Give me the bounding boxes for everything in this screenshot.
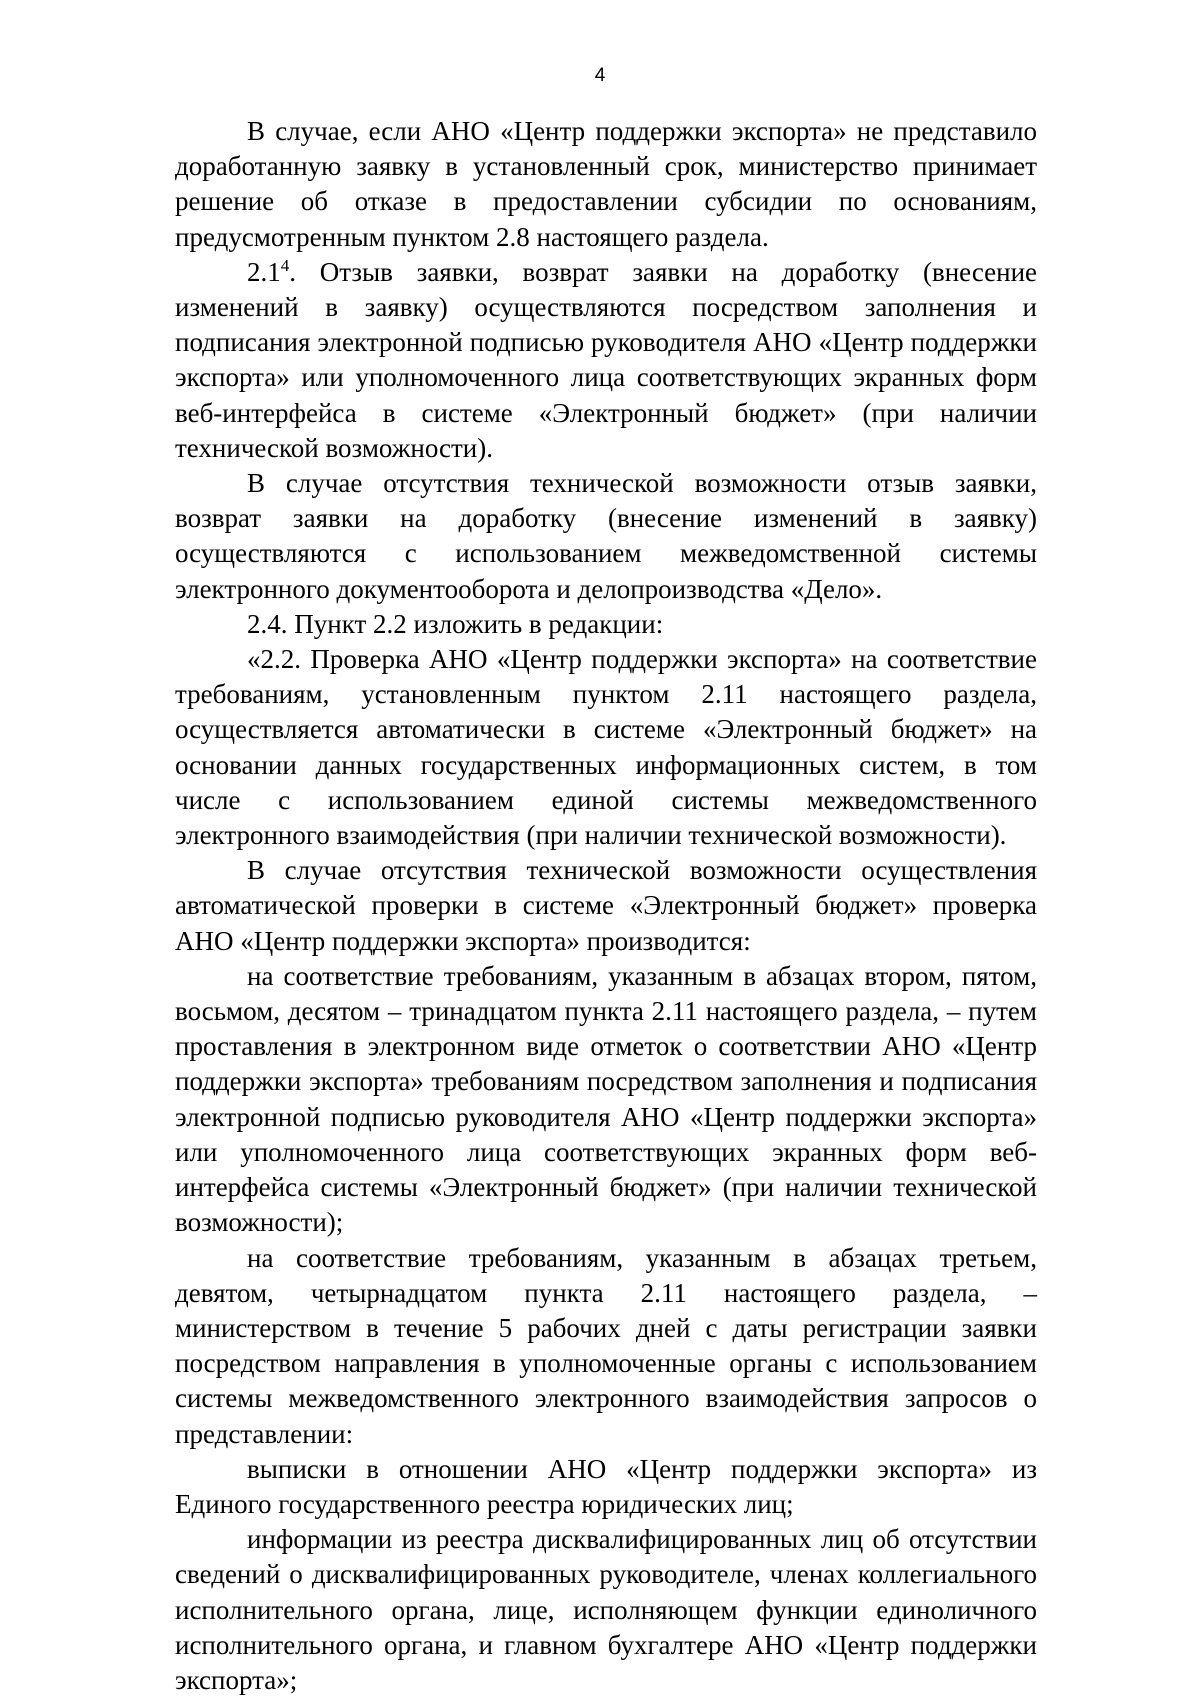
clause-number: 2.1	[247, 256, 281, 287]
paragraph-4: 2.4. Пункт 2.2 изложить в редакции:	[247, 608, 664, 639]
paragraph-2-text: . Отзыв заявки, возврат заявки на доработку (внесение изменений в заявку) осуществляются посредством заполнения и подписания электронной подписью руководителя АНО «Центр поддержки экспорта» или уполномоченного лица соответствующих экранных форм веб-интерфейса в системе «Электронный бюджет» (при наличии технической возможности).	[175, 256, 1037, 463]
clause-superscript: 4	[280, 255, 290, 275]
document-body	[175, 114, 1037, 1698]
paragraph-6: В случае отсутствия технической возможности осуществления автоматической проверки в системе «Электронный бюджет» проверка АНО «Центр поддержки экспорта» производится:	[175, 855, 1037, 956]
paragraph-3: В случае отсутствия технической возможности отзыв заявки, возврат заявки на доработку (внесение изменений в заявку) осуществляются с использованием межведомственной системы электронного документооборота и делопроизводства «Дело».	[175, 468, 1037, 604]
paragraph-9: выписки в отношении АНО «Центр поддержки экспорта» из Единого государственного реестра юридических лиц;	[175, 1453, 1037, 1519]
paragraph-5: «2.2. Проверка АНО «Центр поддержки экспорта» на соответствие требованиям, установленным пунктом 2.11 настоящего раздела, осуществляется автоматически в системе «Электронный бюджет» на основании данных государственных информационных систем, в том числе с использованием единой системы межведомственного электронного взаимодействия (при наличии технической возможности).	[175, 644, 1037, 851]
paragraph-10: информации из реестра дисквалифицированных лиц об отсутствии сведений о дисквалифицированных руководителе, членах коллегиального исполнительного органа, лице, исполняющем функции единоличного исполнительного органа, и главном бухгалтере АНО «Центр поддержки экспорта»;	[175, 1524, 1037, 1695]
page-number: 4	[594, 65, 606, 86]
paragraph-2	[175, 255, 1037, 466]
paragraph-8: на соответствие требованиям, указанным в абзацах третьем, девятом, четырнадцатом пункта 2.11 настоящего раздела, – министерством в течение 5 рабочих дней с даты регистрации заявки посредством направления в уполномоченные органы с использованием системы межведомственного электронного взаимодействия запросов о представлении:	[175, 1242, 1037, 1449]
paragraph-7: на соответствие требованиям, указанным в абзацах втором, пятом, восьмом, десятом – тринадцатом пункта 2.11 настоящего раздела, – путем проставления в электронном виде отметок о соответствии АНО «Центр поддержки экспорта» требованиям посредством заполнения и подписания электронной подписью руководителя АНО «Центр поддержки экспорта» или уполномоченного лица соответствующих экранных форм веб-интерфейса системы «Электронный бюджет» (при наличии технической возможности);	[175, 960, 1037, 1238]
paragraph-1: В случае, если АНО «Центр поддержки экспорта» не представило доработанную заявку в установленный срок, министерство принимает решение об отказе в предоставлении субсидии по основаниям, предусмотренным пунктом 2.8 настоящего раздела.	[175, 116, 1037, 252]
